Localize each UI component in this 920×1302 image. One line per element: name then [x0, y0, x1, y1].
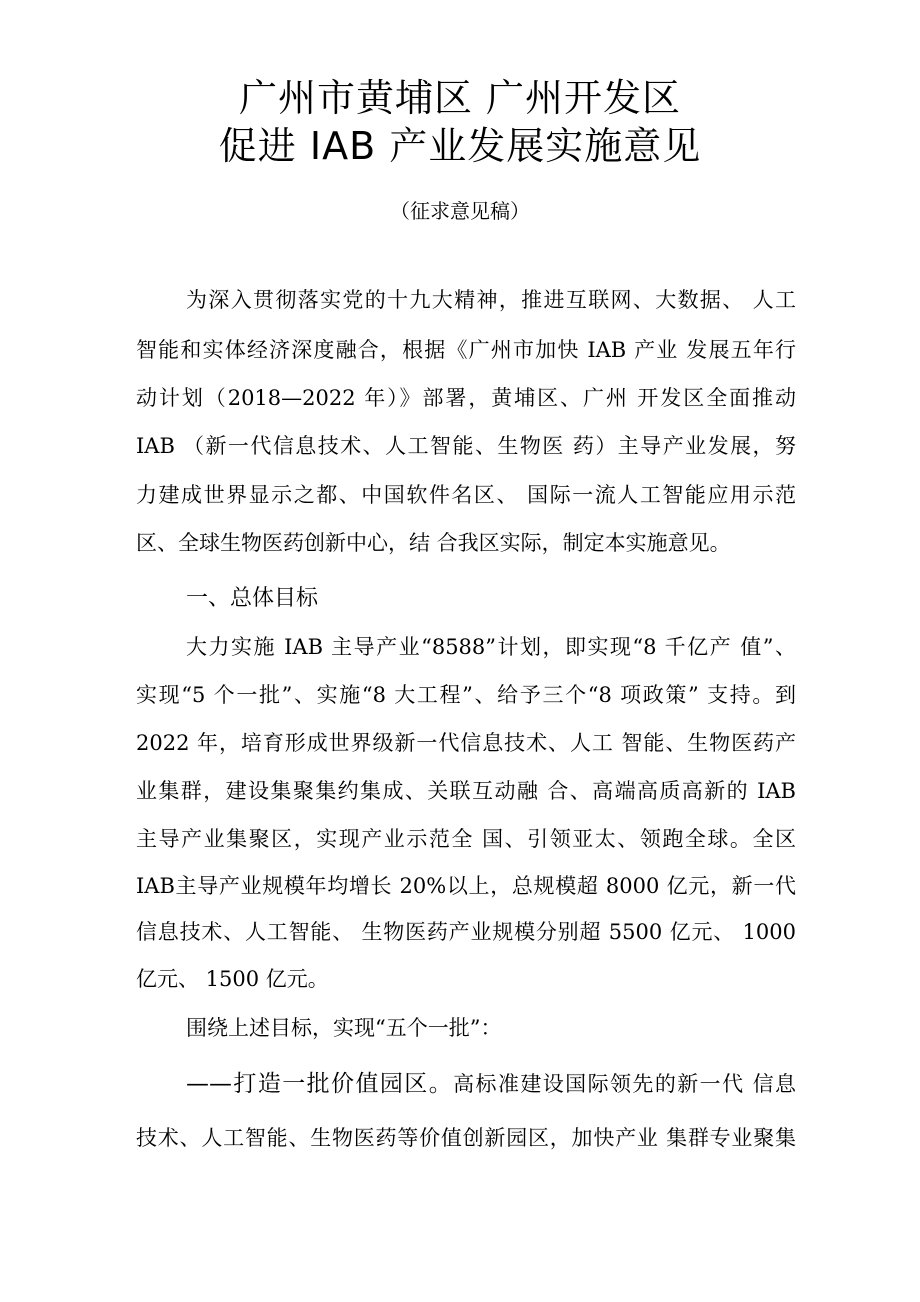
paragraph-line-rest: 高标准建设国际领先的新一代 信息: [453, 1072, 796, 1096]
paragraph-lead: ——打造一批价值园区。: [186, 1071, 454, 1097]
paragraph-line: 大力实施 IAB 主导产业“8588”计划，即实现“8 千亿产 值”、: [186, 635, 796, 659]
paragraph-line: 亿元、 1500 亿元。: [136, 967, 329, 991]
title-line-2: 促进 IAB 产业发展实施意见: [218, 124, 702, 168]
paragraph-line: 智能和实体经济深度融合，根据《广州市加快 IAB 产业 发展五年行: [136, 338, 796, 362]
paragraph-line: IAB （新一代信息技术、人工智能、生物医 药）主导产业发展，努: [136, 434, 796, 458]
paragraph-line: IAB主导产业规模年均增长 20%以上，总规模超 8000 亿元，新一代: [136, 874, 796, 898]
paragraph-line: [186, 1070, 796, 1098]
document-subtitle: （征求意见稿）: [390, 199, 530, 223]
title-line-1: 广州市黄埔区 广州开发区: [238, 76, 682, 120]
paragraph-line: 主导产业集聚区，实现产业示范全 国、引领亚太、领跑全球。全区: [136, 827, 796, 851]
paragraph-line: 为深入贯彻落实党的十九大精神，推进互联网、大数据、 人工: [186, 288, 796, 312]
paragraph-line: 力建成世界显示之都、中国软件名区、 国际一流人工智能应用示范: [136, 483, 796, 507]
paragraph-line: 信息技术、人工智能、 生物医药产业规模分别超 5500 亿元、 1000: [136, 920, 796, 944]
paragraph-line: 实现“5 个一批”、实施“8 大工程”、给予三个“8 项政策” 支持。到: [136, 683, 796, 707]
paragraph-line: 2022 年，培育形成世界级新一代信息技术、人工 智能、生物医药产: [136, 731, 796, 755]
paragraph-line: 动计划（2018—2022 年）》部署，黄埔区、广州 开发区全面推动: [136, 386, 796, 410]
paragraph-line: 区、全球生物医药创新中心，结 合我区实际，制定本实施意见。: [136, 531, 731, 555]
section-heading: 一、总体目标: [186, 586, 319, 611]
paragraph-line: 业集群，建设集聚集约集成、关联互动融 合、高端高质高新的 IAB: [136, 779, 796, 803]
five-batches-intro: 围绕上述目标，实现“五个一批”：: [186, 1016, 502, 1040]
paragraph-line: 技术、人工智能、生物医药等价值创新园区，加快产业 集群专业聚集: [136, 1126, 796, 1150]
